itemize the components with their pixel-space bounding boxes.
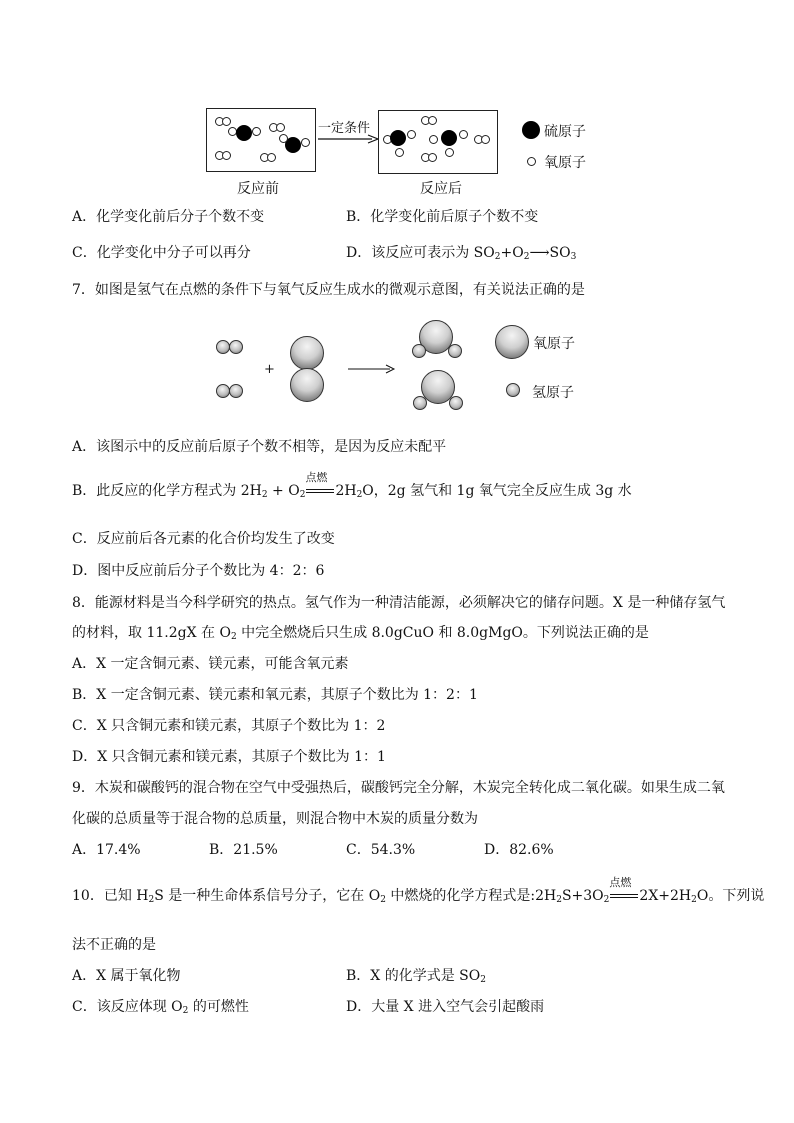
condition-label: 点燃 [305,471,328,484]
q10-c-text: 的可燃性 [188,999,249,1015]
q10-stem-line2: 法不正确的是 [72,937,156,953]
q10-text: 中燃烧的化学方程式是:2H [385,888,557,904]
after-box [378,110,498,174]
q9-stem-line2: 化碳的总质量等于混合物的总质量，则混合物中木炭的质量分数为 [72,811,478,827]
legend-oxygen-label: 氧原子 [544,155,586,171]
q9-stem-line1: 9．木炭和碳酸钙的混合物在空气中受强热后，碳酸钙完全分解，木炭完全转化成二氧化碳。如果生成二氧 [72,780,725,796]
oxygen-atom [290,336,324,370]
q10-text: 2X+2H [639,888,692,904]
q10-stem-line1 [72,876,765,906]
sulfur-atom [390,130,406,146]
q8-text: 中完全燃烧后只生成 8.0gCuO 和 8.0gMgO。下列说法正确的是 [236,625,649,641]
q10-option-c [72,997,249,1017]
q8-stem-line2 [72,623,649,643]
q9-option-a: A．17.4% [72,842,141,858]
before-box [206,108,316,172]
subscript: 2 [261,490,268,500]
reaction-condition [305,471,335,501]
q7-option-a: A．该图示中的反应前后原子个数不相等，是因为反应未配平 [72,439,447,455]
hydrogen-legend-icon [506,383,520,397]
q6-option-d [346,243,576,263]
q9-option-c: C．54.3% [346,842,416,858]
q7-b-text: + O [267,483,300,499]
oxygen-atom [267,153,276,162]
q6-option-c: C．化学变化中分子可以再分 [72,245,251,261]
q6-d-text: SO [549,245,571,261]
hydrogen-atom [229,384,243,398]
legend-hydrogen-label: 氢原子 [532,385,574,401]
legend-sulfur-label: 硫原子 [544,124,586,140]
equals-line [610,897,638,898]
q7-stem: 7．如图是氢气在点燃的条件下与氧气反应生成水的微观示意图，有关说法正确的是 [72,282,585,298]
q10-text: O。下列说 [696,888,765,904]
oxygen-atom [290,368,324,402]
plus-sign: + [264,362,275,377]
oxygen-atom [279,134,288,143]
q10-text: 10．已知 H [72,888,149,904]
q8-text: 的材料，取 11.2gX 在 O [72,625,231,641]
q9-option-b: B．21.5% [209,842,278,858]
hydrogen-atom [229,340,243,354]
q8-option-d: D．X 只含铜元素和镁元素，其原子个数比为 1：1 [72,749,386,765]
subscript: 2 [480,975,486,985]
oxygen-atom [407,130,416,139]
q10-c-text: C．该反应体现 O [72,999,183,1015]
subscript: 2 [691,895,697,905]
oxygen-atom [445,148,454,157]
oxygen-atom [428,153,437,162]
hydrogen-atom [412,344,426,358]
q10-text: S 是一种生命体系信号分子，它在 O [154,888,381,904]
q10-b-text: B．X 的化学式是 SO [346,968,481,984]
legend-oxygen-label: 氧原子 [533,336,575,352]
q7-b-text: 2H [335,483,357,499]
q8-stem-line1: 8．能源材料是当今科学研究的热点。氢气作为一种清洁能源，必须解决它的储存问题。X 是一种储存氢气 [72,595,726,611]
q10-option-a: A．X 属于氧化物 [72,968,181,984]
oxygen-atom [276,123,285,132]
q7-b-text: B．此反应的化学方程式为 2H [72,483,262,499]
q6-option-a: A．化学变化前后分子个数不变 [72,209,265,225]
sulfur-atom [236,125,252,141]
oxygen-atom [429,135,438,144]
reaction-arrow-icon [316,134,380,144]
q8-option-b: B．X 一定含铜元素、镁元素和氧元素，其原子个数比为 1：2：1 [72,687,478,703]
q6-option-b: B．化学变化前后原子个数不变 [346,209,539,225]
q7-option-c: C．反应前后各元素的化合价均发生了改变 [72,531,335,547]
oxygen-atom [252,127,261,136]
hydrogen-atom [448,344,462,358]
oxygen-atom [222,151,231,160]
subscript: 2 [523,252,530,262]
q10-text: S+3O [561,888,604,904]
subscript: 2 [148,895,155,905]
subscript: 2 [230,632,237,642]
q10-option-b [346,966,486,986]
oxygen-atom [428,116,437,125]
equals-line [306,489,334,490]
oxygen-atom [222,117,231,126]
q7-b-text: O，2g 氢气和 1g 氧气完全反应生成 3g 水 [362,483,632,499]
q6-d-text: D．该反应可表示为 SO [346,245,495,261]
hydrogen-atom [216,340,230,354]
reaction-arrow-icon [346,364,396,374]
q8-option-c: C．X 只含铜元素和镁元素，其原子个数比为 1：2 [72,718,386,734]
q6-d-arrow: ⟶ [529,245,550,261]
q8-option-a: A．X 一定含铜元素、镁元素，可能含氧元素 [72,656,349,672]
subscript: 2 [356,490,363,500]
oxygen-atom [481,135,490,144]
q7-option-b [72,471,632,501]
subscript: 2 [380,895,386,905]
subscript: 2 [603,895,610,905]
subscript: 2 [299,490,306,500]
subscript: 2 [182,1006,189,1016]
condition-label: 点燃 [609,876,632,889]
oxygen-atom [301,138,310,147]
sulfur-atom [441,130,457,146]
subscript: 3 [570,252,577,262]
after-caption: 反应后 [420,181,462,197]
q7-option-d: D．图中反应前后分子个数比为 4：2：6 [72,563,325,579]
q6-d-text: +O [500,245,524,261]
hydrogen-atom [449,396,463,410]
hydrogen-atom [216,384,230,398]
subscript: 2 [494,252,501,262]
q10-option-d: D．大量 X 进入空气会引起酸雨 [346,999,545,1015]
reaction-condition [609,876,639,906]
q9-option-d: D．82.6% [484,842,554,858]
oxygen-legend-icon [527,157,536,166]
oxygen-legend-icon [495,325,529,359]
before-caption: 反应前 [237,181,279,197]
sulfur-legend-icon [522,121,540,139]
subscript: 2 [556,895,562,905]
equals-line [610,894,638,895]
oxygen-atom [459,130,468,139]
oxygen-atom [395,148,404,157]
hydrogen-atom [413,396,427,410]
equals-line [306,492,334,493]
arrow-label: 一定条件 [318,121,371,136]
